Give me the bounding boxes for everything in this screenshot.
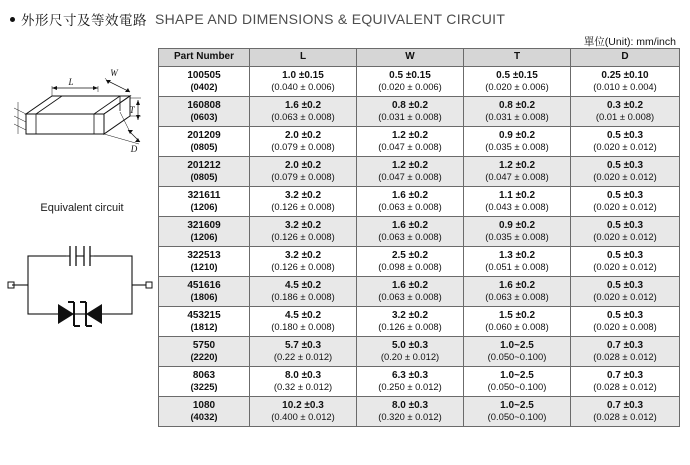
cell-t: 1.0~2.5 (0.050~0.100) [464, 367, 571, 397]
table-row [159, 217, 680, 247]
cell-l: 3.2 ±0.2 (0.126 ± 0.008) [250, 247, 357, 277]
cell-d: 0.7 ±0.3 (0.028 ± 0.012) [571, 397, 680, 427]
column-header-t: T [464, 49, 571, 67]
dimensions-table [158, 48, 680, 427]
bullet-dot-icon [10, 17, 15, 22]
cell-t: 1.1 ±0.2 (0.043 ± 0.008) [464, 187, 571, 217]
svg-text:T: T [129, 105, 135, 115]
table-row [159, 157, 680, 187]
cell-d: 0.5 ±0.3 (0.020 ± 0.012) [571, 157, 680, 187]
cell-part-number: 160808 (0603) [159, 97, 250, 127]
cell-part-number: 5750 (2220) [159, 337, 250, 367]
table-row [159, 367, 680, 397]
svg-text:L: L [68, 77, 74, 87]
cell-d: 0.25 ±0.10 (0.010 ± 0.004) [571, 67, 680, 97]
chip-dimension-drawing [8, 58, 148, 168]
cell-l: 1.0 ±0.15 (0.040 ± 0.006) [250, 67, 357, 97]
cell-part-number: 201212 (0805) [159, 157, 250, 187]
unit-note: 單位(Unit): mm/inch [583, 36, 676, 48]
cell-t: 0.5 ±0.15 (0.020 ± 0.006) [464, 67, 571, 97]
table-row [159, 247, 680, 277]
cell-w: 5.0 ±0.3 (0.20 ± 0.012) [357, 337, 464, 367]
illustration-panel [0, 48, 158, 448]
column-header-d: D [571, 49, 680, 67]
cell-w: 6.3 ±0.3 (0.250 ± 0.012) [357, 367, 464, 397]
column-header-w: W [357, 49, 464, 67]
cell-part-number: 100505 (0402) [159, 67, 250, 97]
svg-text:D: D [130, 144, 138, 154]
cell-w: 1.2 ±0.2 (0.047 ± 0.008) [357, 157, 464, 187]
cell-part-number: 321611 (1206) [159, 187, 250, 217]
cell-w: 1.2 ±0.2 (0.047 ± 0.008) [357, 127, 464, 157]
cell-d: 0.7 ±0.3 (0.028 ± 0.012) [571, 367, 680, 397]
page-title-chinese: 外形尺寸及等效電路 [21, 13, 147, 28]
cell-w: 0.8 ±0.2 (0.031 ± 0.008) [357, 97, 464, 127]
cell-t: 1.0~2.5 (0.050~0.100) [464, 397, 571, 427]
page-title-english: SHAPE AND DIMENSIONS & EQUIVALENT CIRCUIT [155, 11, 506, 27]
table-row [159, 307, 680, 337]
cell-d: 0.7 ±0.3 (0.028 ± 0.012) [571, 337, 680, 367]
cell-l: 4.5 ±0.2 (0.180 ± 0.008) [250, 307, 357, 337]
cell-w: 2.5 ±0.2 (0.098 ± 0.008) [357, 247, 464, 277]
cell-w: 8.0 ±0.3 (0.320 ± 0.012) [357, 397, 464, 427]
cell-d: 0.3 ±0.2 (0.01 ± 0.008) [571, 97, 680, 127]
cell-part-number: 321609 (1206) [159, 217, 250, 247]
table-row [159, 397, 680, 427]
equivalent-circuit-caption: Equivalent circuit [40, 202, 124, 214]
cell-t: 1.2 ±0.2 (0.047 ± 0.008) [464, 157, 571, 187]
page-header [0, 6, 690, 32]
table-row [159, 67, 680, 97]
cell-l: 3.2 ±0.2 (0.126 ± 0.008) [250, 187, 357, 217]
table-header-row [159, 49, 680, 67]
cell-l: 4.5 ±0.2 (0.186 ± 0.008) [250, 277, 357, 307]
cell-t: 0.8 ±0.2 (0.031 ± 0.008) [464, 97, 571, 127]
table-row [159, 337, 680, 367]
cell-part-number: 453215 (1812) [159, 307, 250, 337]
cell-part-number: 8063 (3225) [159, 367, 250, 397]
cell-t: 1.0~2.5 (0.050~0.100) [464, 337, 571, 367]
cell-d: 0.5 ±0.3 (0.020 ± 0.012) [571, 187, 680, 217]
cell-w: 1.6 ±0.2 (0.063 ± 0.008) [357, 277, 464, 307]
column-header-l: L [250, 49, 357, 67]
dimensions-table-wrapper [158, 48, 680, 427]
cell-d: 0.5 ±0.3 (0.020 ± 0.012) [571, 127, 680, 157]
cell-l: 10.2 ±0.3 (0.400 ± 0.012) [250, 397, 357, 427]
cell-part-number: 201209 (0805) [159, 127, 250, 157]
cell-l: 3.2 ±0.2 (0.126 ± 0.008) [250, 217, 357, 247]
cell-t: 1.5 ±0.2 (0.060 ± 0.008) [464, 307, 571, 337]
cell-t: 0.9 ±0.2 (0.035 ± 0.008) [464, 127, 571, 157]
cell-w: 1.6 ±0.2 (0.063 ± 0.008) [357, 217, 464, 247]
table-row [159, 277, 680, 307]
cell-t: 0.9 ±0.2 (0.035 ± 0.008) [464, 217, 571, 247]
cell-d: 0.5 ±0.3 (0.020 ± 0.008) [571, 307, 680, 337]
cell-part-number: 1080 (4032) [159, 397, 250, 427]
table-row [159, 97, 680, 127]
column-header-part-number: Part Number [159, 49, 250, 67]
cell-d: 0.5 ±0.3 (0.020 ± 0.012) [571, 217, 680, 247]
cell-l: 2.0 ±0.2 (0.079 ± 0.008) [250, 127, 357, 157]
cell-t: 1.3 ±0.2 (0.051 ± 0.008) [464, 247, 571, 277]
cell-part-number: 322513 (1210) [159, 247, 250, 277]
svg-text:W: W [110, 68, 118, 78]
cell-d: 0.5 ±0.3 (0.020 ± 0.012) [571, 277, 680, 307]
cell-w: 1.6 ±0.2 (0.063 ± 0.008) [357, 187, 464, 217]
cell-w: 3.2 ±0.2 (0.126 ± 0.008) [357, 307, 464, 337]
table-row [159, 127, 680, 157]
cell-l: 5.7 ±0.3 (0.22 ± 0.012) [250, 337, 357, 367]
cell-d: 0.5 ±0.3 (0.020 ± 0.012) [571, 247, 680, 277]
cell-part-number: 451616 (1806) [159, 277, 250, 307]
cell-w: 0.5 ±0.15 (0.020 ± 0.006) [357, 67, 464, 97]
table-row [159, 187, 680, 217]
cell-l: 1.6 ±0.2 (0.063 ± 0.008) [250, 97, 357, 127]
equivalent-circuit-schematic [6, 238, 154, 348]
cell-l: 8.0 ±0.3 (0.32 ± 0.012) [250, 367, 357, 397]
cell-l: 2.0 ±0.2 (0.079 ± 0.008) [250, 157, 357, 187]
cell-t: 1.6 ±0.2 (0.063 ± 0.008) [464, 277, 571, 307]
